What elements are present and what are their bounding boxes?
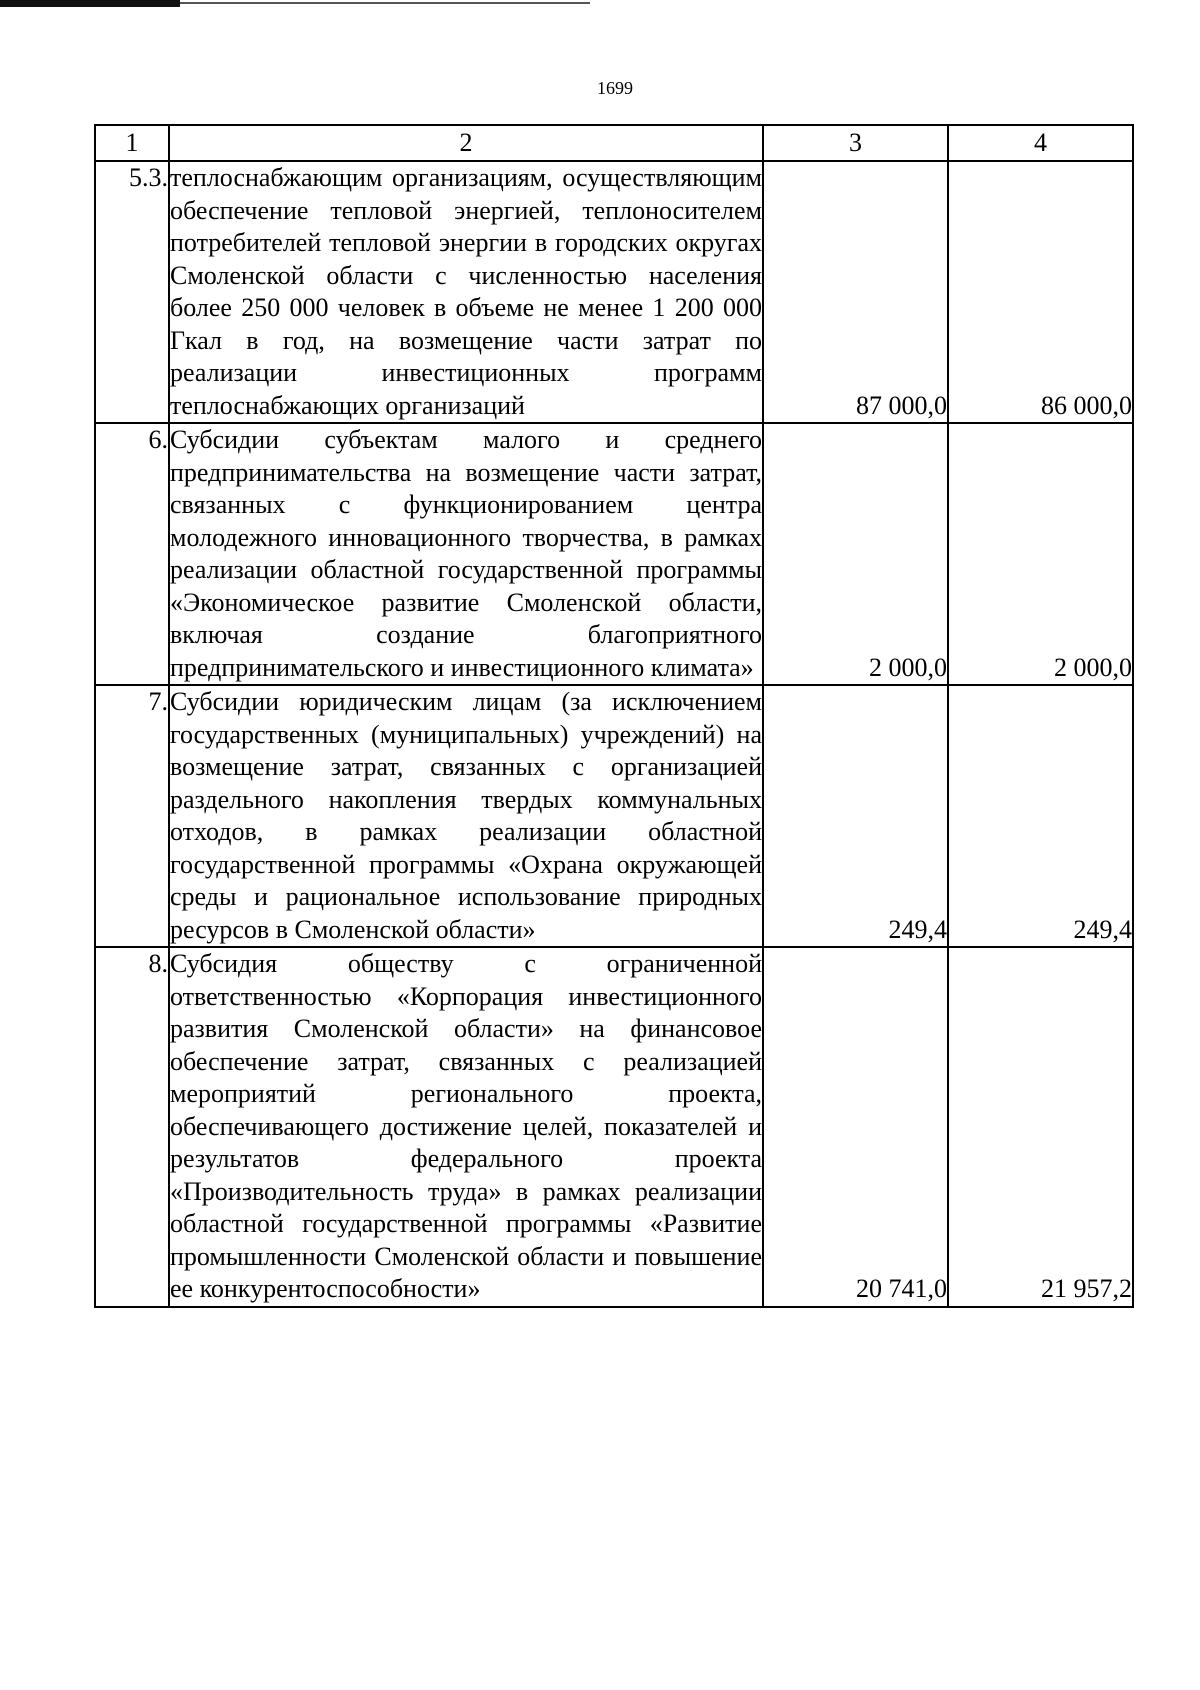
row-value-col3: 249,4	[763, 685, 948, 947]
row-description: теплоснабжающим организациям, осуществляющим обеспечение тепловой энергией, теплоносителем потребителей тепловой энергии в городских округах Смоленской области с численностью населения более 250 000 человек в объеме не менее 1 200 000 Гкал в год, на возмещение части затрат по реализации инвестиционных программ теплоснабжающих организаций	[169, 161, 763, 423]
row-value-col4: 86 000,0	[948, 161, 1133, 423]
row-number: 8.	[95, 947, 169, 1307]
table-row	[95, 423, 1133, 685]
row-value-col3: 2 000,0	[763, 423, 948, 685]
row-value-col4: 249,4	[948, 685, 1133, 947]
table-row	[95, 685, 1133, 947]
column-header-1: 1	[95, 125, 169, 161]
page-number: 1699	[597, 78, 633, 98]
row-number: 6.	[95, 423, 169, 685]
column-header-2: 2	[169, 125, 763, 161]
table-row	[95, 161, 1133, 423]
scan-edge-mark	[0, 0, 180, 7]
scan-edge-line	[180, 2, 590, 4]
budget-table	[94, 124, 1134, 1308]
row-value-col3: 87 000,0	[763, 161, 948, 423]
row-description: Субсидия обществу с ограниченной ответственностью «Корпорация инвестиционного развития Смоленской области» на финансовое обеспечение затрат, связанных с реализацией мероприятий регионального проекта, обеспечивающего достижение целей, показателей и результатов федерального проекта «Производительность труда» в рамках реализации областной государственной программы «Развитие промышленности Смоленской области и повышение ее конкурентоспособности»	[169, 947, 763, 1307]
column-header-3: 3	[763, 125, 948, 161]
row-value-col3: 20 741,0	[763, 947, 948, 1307]
row-description: Субсидии субъектам малого и среднего предпринимательства на возмещение части затрат, связанных с функционированием центра молодежного инновационного творчества, в рамках реализации областной государственной программы «Экономическое развитие Смоленской области, включая создание благоприятного предпринимательского и инвестиционного климата»	[169, 423, 763, 685]
row-value-col4: 2 000,0	[948, 423, 1133, 685]
row-value-col4: 21 957,2	[948, 947, 1133, 1307]
column-header-4: 4	[948, 125, 1133, 161]
table-row	[95, 947, 1133, 1307]
row-description: Субсидии юридическим лицам (за исключением государственных (муниципальных) учреждений) на возмещение затрат, связанных с организацией раздельного накопления твердых коммунальных отходов, в рамках реализации областной государственной программы «Охрана окружающей среды и рациональное использование природных ресурсов в Смоленской области»	[169, 685, 763, 947]
table-header-row	[95, 125, 1133, 161]
row-number: 5.3.	[95, 161, 169, 423]
row-number: 7.	[95, 685, 169, 947]
